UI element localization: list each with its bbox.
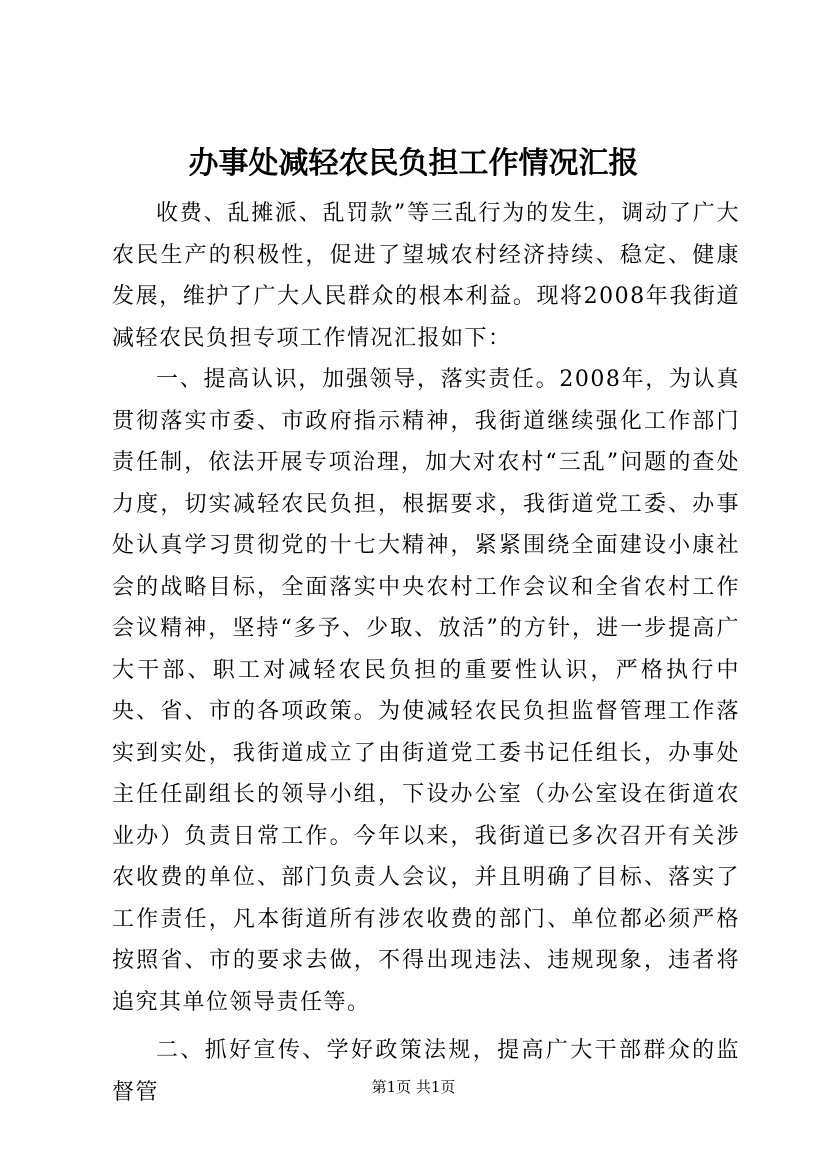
page-footer: 第1页 共1页 xyxy=(371,1078,456,1096)
paragraph-intro: 收费、乱摊派、乱罚款”等三乱行为的发生，调动了广大农民生产的积极性，促进了望城农村经济持续、稳定、健康发展，维护了广大人民群众的根本利益。现将2008年我街道减轻农民负担专项工作情况汇报如下： xyxy=(112,201,740,351)
paragraph-section-one: 一、提高认识，加强领导，落实责任。2008年，为认真贯彻落实市委、市政府指示精神，我街道继续强化工作部门责任制，依法开展专项治理，加大对农村“三乱”问题的查处力度，切实减轻农民负担，根据要求，我街道党工委、办事处认真学习贯彻党的十七大精神，紧紧围绕全面建设小康社会的战略目标，全面落实中央农村工作会议和全省农村工作会议精神，坚持“多予、少取、放活”的方针，进一步提高广大干部、职工对减轻农民负担的重要性认识，严格执行中央、省、市的各项政策。为使减轻农民负担监督管理工作落实到实处，我街道成立了由街道党工委书记任组长，办事处主任任副组长的领导小组，下设办公室（办公室设在街道农业办）负责日常工作。今年以来，我街道已多次召开有关涉农收费的单位、部门负责人会议，并且明确了目标、落实了工作责任，凡本街道所有涉农收费的部门、单位都必须严格按照省、市的要求去做，不得出现违法、违规现象，违者将追究其单位领导责任等。 xyxy=(112,367,740,1015)
document-title: 办事处减轻农民负担工作情况汇报 xyxy=(188,146,639,181)
document-body xyxy=(112,193,740,1113)
paragraph-section-two: 二、抓好宣传、学好政策法规，提高广大干部群众的监督管 xyxy=(112,1038,740,1105)
